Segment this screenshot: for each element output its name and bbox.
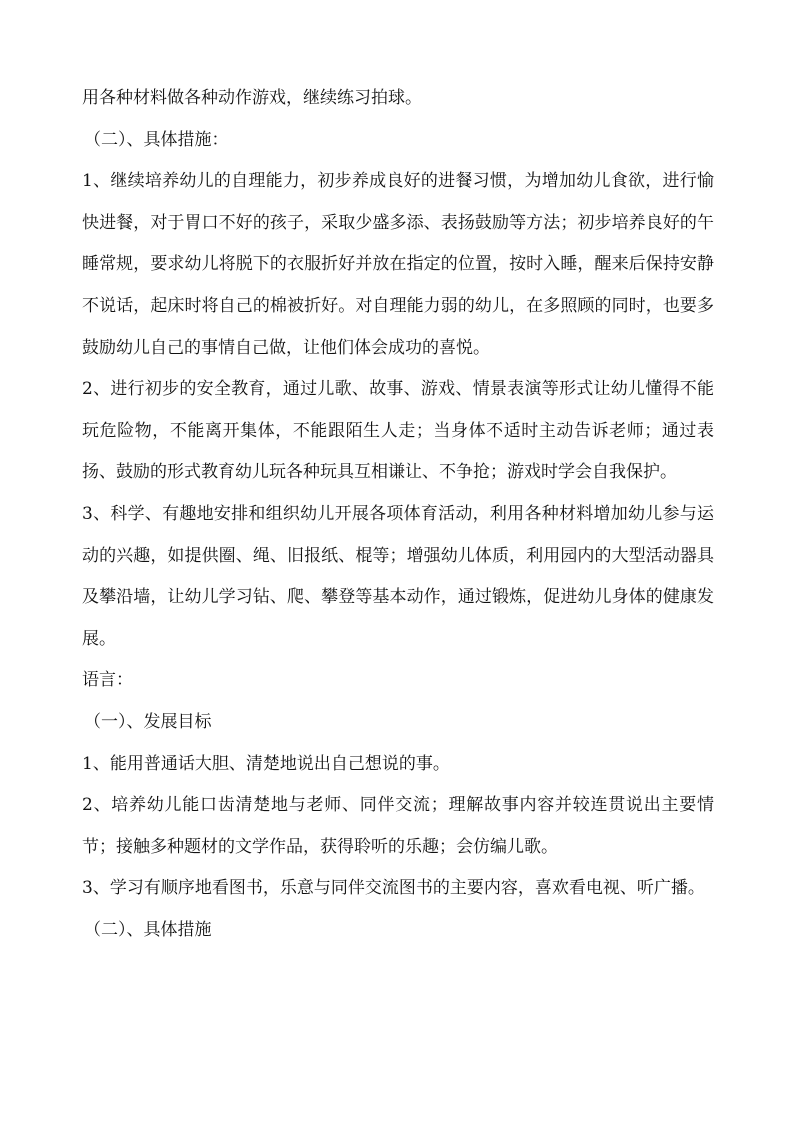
document-page [82,78,714,951]
paragraph-goal-1: 1、能用普通话大胆、清楚地说出自己想说的事。 [82,753,450,774]
paragraph-sports-activities: 3、科学、有趣地安排和组织幼儿开展各项体育活动，利用各种材料增加幼儿参与运动的兴趣，如提供圈、绳、旧报纸、棍等；增强幼儿体质，利用园内的大型活动器具及攀沿墙，让幼儿学习钻、爬、攀登等基本动作，通过锻炼，促进幼儿身体的健康发展。 [82,503,714,649]
heading-specific-measures-2: （二）、具体措施 [84,919,212,940]
paragraph-goal-3: 3、学习有顺序地看图书，乐意与同伴交流图书的主要内容，喜欢看电视、听广播。 [82,878,705,899]
paragraph-motor-games: 用各种材料做各种动作游戏，继续练习拍球。 [82,88,422,108]
paragraph-goal-2: 2、培养幼儿能口齿清楚地与老师、同伴交流；理解故事内容并较连贯说出主要情节；接触多种题材的文学作品，获得聆听的乐趣；会仿编儿歌。 [82,795,714,857]
heading-specific-measures: （二）、具体措施： [84,129,229,150]
paragraph-safety-education: 2、进行初步的安全教育，通过儿歌、故事、游戏、情景表演等形式让幼儿懂得不能玩危险物，不能离开集体，不能跟陌生人走；当身体不适时主动告诉老师；通过表扬、鼓励的形式教育幼儿玩各种玩具互相谦让、不争抢；游戏时学会自我保护。 [82,379,714,483]
heading-language: 语言： [82,670,133,691]
heading-development-goals: （一）、发展目标 [84,711,212,732]
paragraph-self-care: 1、继续培养幼儿的自理能力，初步养成良好的进餐习惯，为增加幼儿食欲，进行愉快进餐，对于胃口不好的孩子，采取少盛多添、表扬鼓励等方法；初步培养良好的午睡常规，要求幼儿将脱下的衣服折好并放在指定的位置，按时入睡，醒来后保持安静不说话，起床时将自己的棉被折好。对自理能力弱的幼儿，在多照顾的同时，也要多鼓励幼儿自己的事情自己做，让他们体会成功的喜悦。 [82,171,714,358]
